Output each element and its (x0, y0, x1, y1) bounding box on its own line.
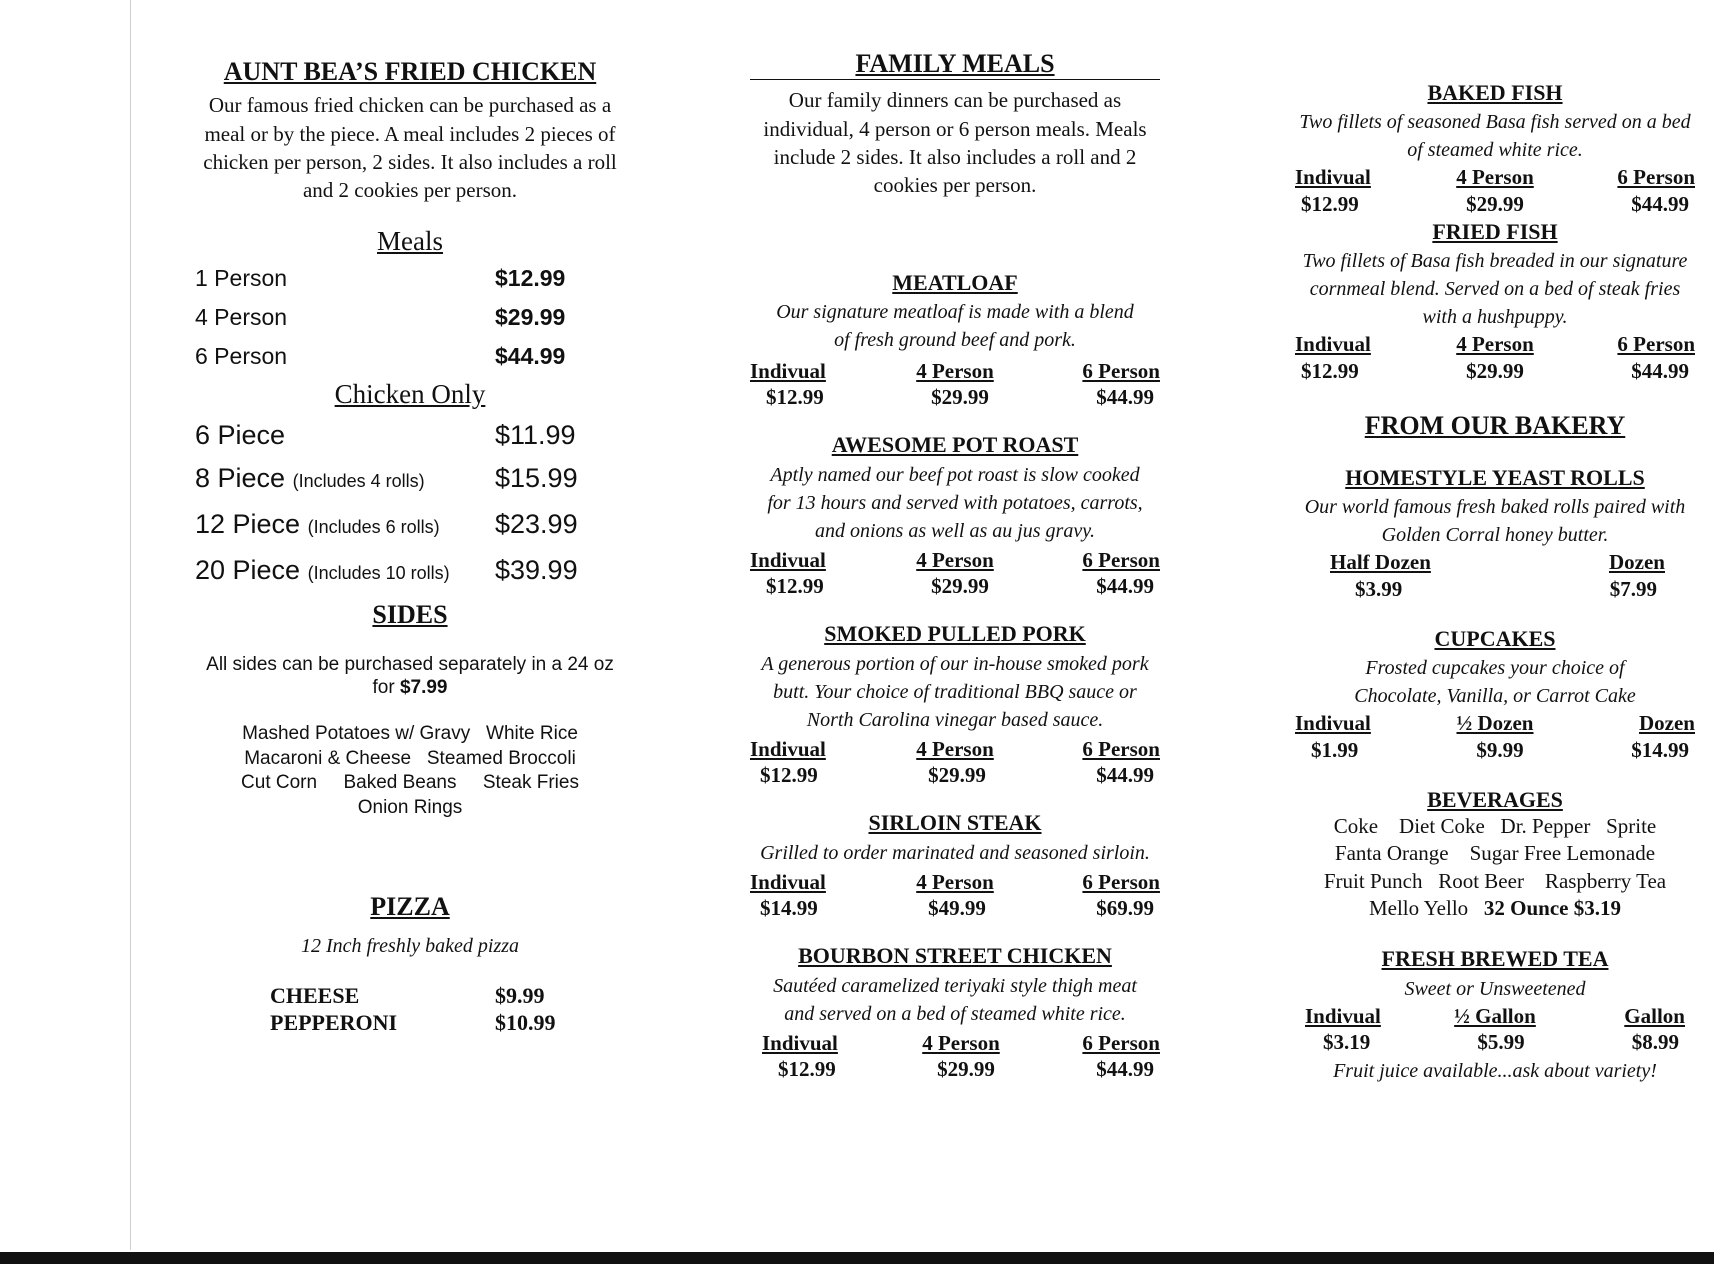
menu-item (750, 943, 1160, 1082)
beverage-line: Fanta Orange Sugar Free Lemonade (1334, 841, 1656, 866)
tea-title: FRESH BREWED TEA (1381, 946, 1609, 972)
family-description: Our family dinners can be purchased as individual, 4 person or 6 person meals. Meals include 2 sides. It also includes a roll and 2 cookies per person. (763, 88, 1147, 198)
menu-item (750, 621, 1160, 788)
meal-name: 1 Person (195, 264, 288, 291)
pizza-name: CHEESE (270, 982, 360, 1008)
item-description: Our world famous fresh baked rolls paired with Golden Corral honey butter. (1304, 496, 1686, 547)
pizza-name: PEPPERONI (270, 1010, 398, 1036)
menu-item (750, 432, 1160, 599)
price-labels: Indivual 4 Person 6 Person (750, 736, 1160, 761)
column-middle (750, 0, 1160, 1082)
item-title: SIRLOIN STEAK (868, 810, 1042, 836)
item-description: Aptly named our beef pot roast is slow cooked for 13 hours and served with potatoes, carrots, and onions as well as au jus gravy. (767, 463, 1143, 542)
meal-price: $44.99 (495, 342, 566, 369)
meal-name: 6 Person (195, 342, 288, 369)
meal-price: $12.99 (495, 264, 566, 291)
piece-note: (Includes 6 rolls) (307, 517, 440, 538)
page-bottom-edge (0, 1252, 1714, 1264)
pizza-row (195, 982, 625, 1010)
meal-row (195, 337, 625, 376)
piece-price: $15.99 (495, 463, 578, 494)
meal-name: 4 Person (195, 303, 288, 330)
menu-item (750, 270, 1160, 411)
piece-row (195, 503, 625, 549)
menu-item (1295, 465, 1695, 602)
meal-row (195, 259, 625, 298)
piece-note: (Includes 10 rolls) (307, 563, 450, 584)
price-labels: Indivual 4 Person 6 Person (762, 1030, 1160, 1055)
piece-name: 8 Piece (195, 463, 286, 494)
price-values: $12.99 $29.99 $44.99 (1301, 358, 1689, 383)
price-values: $12.99 $29.99 $44.99 (778, 1056, 1154, 1081)
sides-line: Mashed Potatoes w/ Gravy White Rice (242, 723, 578, 745)
meals-heading: Meals (377, 225, 443, 256)
sides-price: $7.99 (399, 677, 448, 699)
price-labels: Half Dozen Dozen (1330, 550, 1665, 575)
item-description: A generous portion of our in-house smoked pork butt. Your choice of traditional BBQ sauce or North Carolina vinegar based sauce. (761, 652, 1149, 731)
price-labels: Indivual 4 Person 6 Person (750, 547, 1160, 572)
page-edge-line (130, 0, 131, 1250)
price-values: $12.99 $29.99 $44.99 (1301, 191, 1689, 216)
item-description: Grilled to order marinated and seasoned sirloin. (760, 841, 1150, 864)
item-description: Two fillets of Basa fish breaded in our signature cornmeal blend. Served on a bed of steak fries with a hushpuppy. (1302, 250, 1688, 329)
beverage-line: Mello Yello 32 Ounce $3.19 (1368, 896, 1622, 921)
item-title: HOMESTYLE YEAST ROLLS (1345, 464, 1645, 490)
sides-list (195, 722, 625, 821)
price-values: $12.99 $29.99 $44.99 (766, 574, 1154, 599)
item-title: BOURBON STREET CHICKEN (798, 943, 1112, 969)
piece-price: $23.99 (495, 509, 578, 540)
price-values: $1.99 $9.99 $14.99 (1311, 737, 1689, 762)
sides-heading: SIDES (372, 600, 448, 630)
sides-line: Onion Rings (357, 797, 463, 819)
price-labels: Indivual ½ Gallon Gallon (1305, 1003, 1685, 1028)
item-title: BAKED FISH (1427, 80, 1563, 105)
pizza-heading: PIZZA (370, 891, 450, 921)
price-labels: Indivual 4 Person 6 Person (750, 358, 1160, 383)
price-values: $3.19 $5.99 $8.99 (1323, 1029, 1680, 1054)
pizza-row (195, 1009, 625, 1037)
beverage-line: Coke Diet Coke Dr. Pepper Sprite (1333, 814, 1657, 839)
pizza-description: 12 Inch freshly baked pizza (300, 934, 520, 957)
meals-list (195, 259, 625, 376)
chicken-only-list (195, 414, 625, 595)
item-description: Frosted cupcakes your choice of Chocolate, Vanilla, or Carrot Cake (1354, 657, 1636, 708)
beverage-price: 32 Ounce $3.19 (1483, 896, 1622, 921)
bakery-heading: FROM OUR BAKERY (1364, 410, 1626, 440)
item-title: MEATLOAF (892, 269, 1018, 295)
piece-name: 12 Piece (195, 509, 301, 540)
menu-item (1295, 626, 1695, 763)
item-title: FRIED FISH (1432, 218, 1558, 244)
tea-note: Fruit juice available...ask about variety! (1333, 1060, 1657, 1083)
beverages-section (1295, 787, 1695, 923)
price-values: $12.99 $29.99 $44.99 (766, 385, 1154, 410)
piece-price: $39.99 (495, 555, 578, 586)
item-title: AWESOME POT ROAST (831, 432, 1079, 458)
menu-item (1295, 219, 1695, 384)
sides-line: Macaroni & Cheese Steamed Broccoli (244, 747, 576, 769)
beverages-list (1295, 813, 1695, 922)
price-labels: Indivual 4 Person 6 Person (1295, 332, 1695, 357)
beverage-line: Fruit Punch Root Beer Raspberry Tea (1323, 868, 1667, 893)
pizza-price: $10.99 (495, 1010, 556, 1036)
piece-name: 6 Piece (195, 420, 286, 451)
price-labels: Indivual 4 Person 6 Person (750, 869, 1160, 894)
column-left (195, 0, 625, 1037)
tea-description: Sweet or Unsweetened (1404, 977, 1586, 1000)
price-labels: Indivual ½ Dozen Dozen (1295, 711, 1695, 736)
meal-price: $29.99 (495, 303, 566, 330)
price-values: $3.99 $7.99 (1355, 576, 1657, 601)
menu-item (750, 810, 1160, 921)
price-labels: Indivual 4 Person 6 Person (1295, 165, 1695, 190)
price-values: $14.99 $49.99 $69.99 (760, 895, 1154, 920)
item-description: Sautéed caramelized teriyaki style thigh meat and served on a bed of steamed white rice. (773, 974, 1137, 1025)
column-right (1295, 0, 1695, 1085)
piece-price: $11.99 (495, 420, 576, 451)
meal-row (195, 298, 625, 337)
item-title: CUPCAKES (1434, 625, 1556, 651)
beverages-title: BEVERAGES (1427, 786, 1563, 812)
sides-line: Cut Corn Baked Beans Steak Fries (241, 772, 579, 794)
pizza-price: $9.99 (495, 982, 545, 1008)
piece-row (195, 414, 625, 457)
item-title: SMOKED PULLED PORK (824, 621, 1086, 647)
piece-row (195, 549, 625, 595)
chicken-only-heading: Chicken Only (334, 378, 486, 409)
item-description: Two fillets of seasoned Basa fish served on a bed of steamed white rice. (1299, 111, 1691, 162)
sides-description: All sides can be purchased separately in a 24 oz for $7.99 (206, 653, 614, 699)
menu-item (1295, 80, 1695, 217)
item-description: Our signature meatloaf is made with a blend of fresh ground beef and pork. (776, 300, 1134, 351)
piece-note: (Includes 4 rolls) (292, 471, 425, 492)
family-title: FAMILY MEALS (855, 49, 1055, 78)
piece-row (195, 457, 625, 503)
pizza-list (195, 982, 625, 1037)
piece-name: 20 Piece (195, 555, 301, 586)
family-heading-wrap (750, 48, 1160, 80)
price-values: $12.99 $29.99 $44.99 (760, 762, 1154, 787)
tea-section (1295, 946, 1695, 1085)
chicken-title: AUNT BEA’S FRIED CHICKEN (223, 57, 597, 86)
chicken-description: Our famous fried chicken can be purchased as a meal or by the piece. A meal includes 2 pieces of chicken per person, 2 sides. It also includes a roll and 2 cookies per person. (203, 93, 617, 203)
